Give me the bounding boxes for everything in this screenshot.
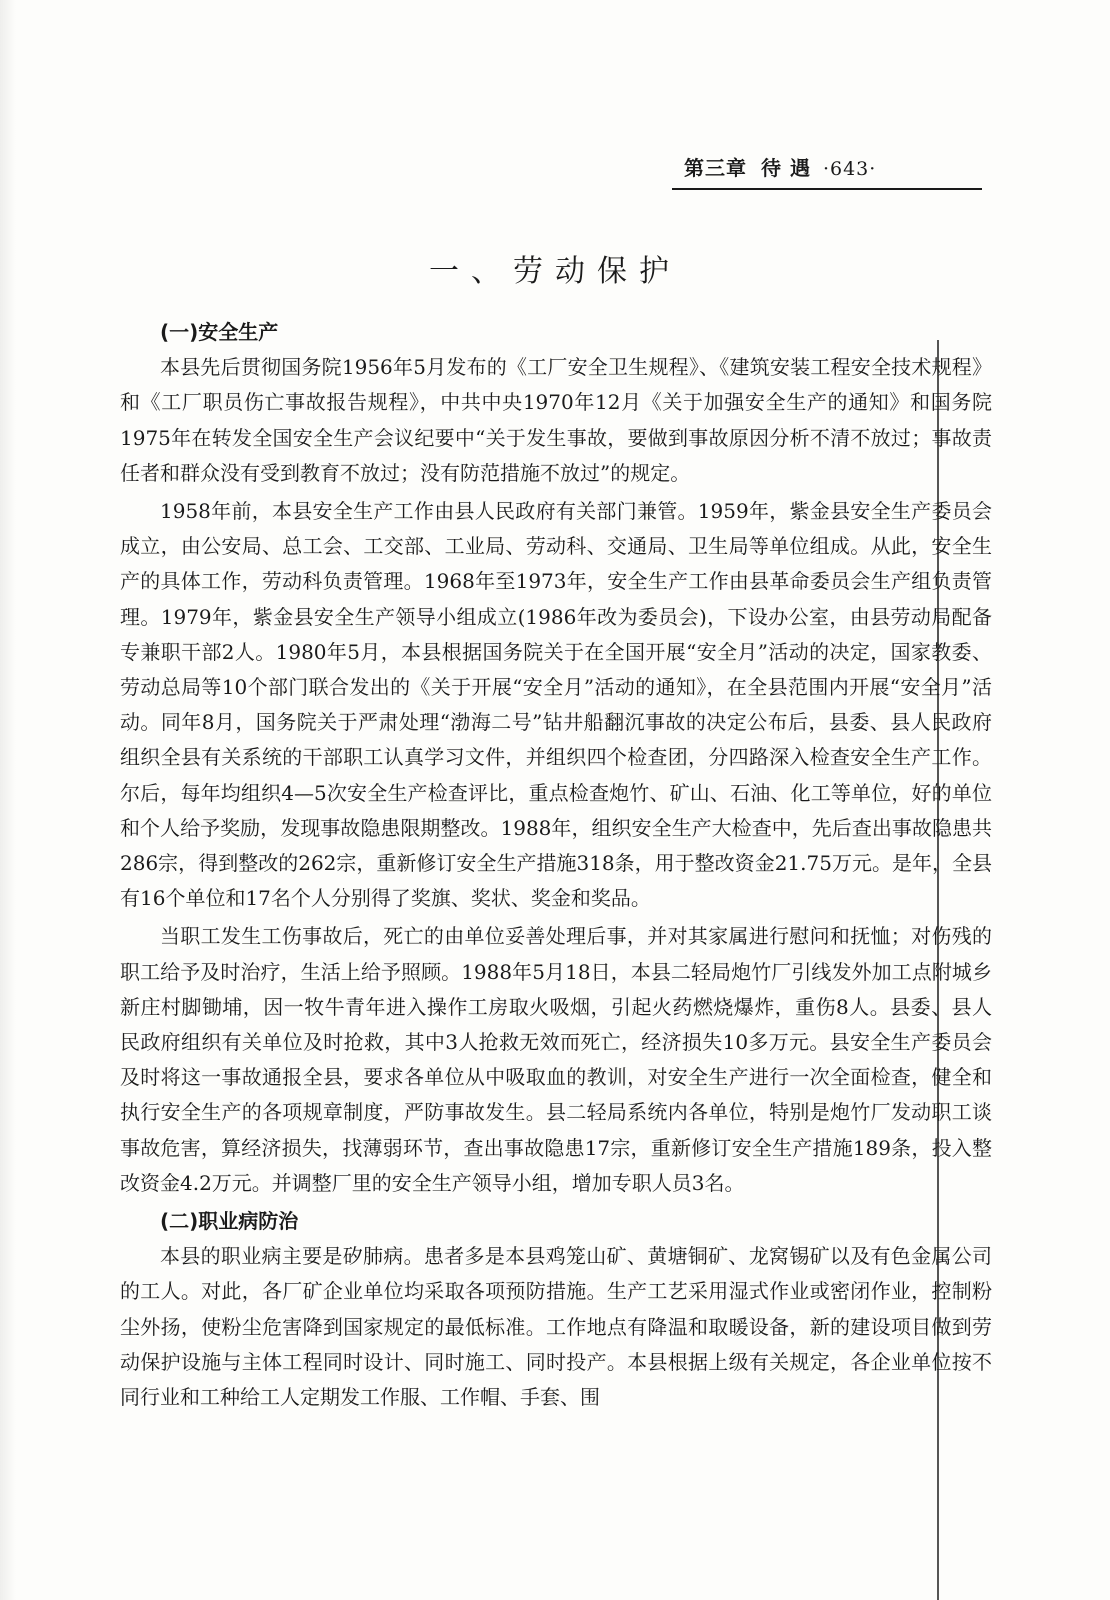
scan-edge-shadow xyxy=(0,0,16,1600)
body-text xyxy=(120,315,992,1415)
paragraph: 本县先后贯彻国务院1956年5月发布的《工厂安全卫生规程》、《建筑安装工程安全技术规程》和《工厂职员伤亡事故报告规程》，中共中央1970年12月《关于加强安全生产的通知》和国务院1975年在转发全国安全生产会议纪要中“关于发生事故，要做到事故原因分析不清不放过；事故责任者和群众没有受到教育不放过；没有防范措施不放过”的规定。 xyxy=(120,355,992,485)
running-header xyxy=(684,152,984,186)
subsection-heading: (二)职业病防治 xyxy=(160,1209,299,1234)
chapter-label: 第三章 xyxy=(684,156,747,180)
paragraph: 本县的职业病主要是矽肺病。患者多是本县鸡笼山矿、黄塘铜矿、龙窝锡矿以及有色金属公司的工人。对此，各厂矿企业单位均采取各项预防措施。生产工艺采用湿式作业或密闭作业，控制粉尘外扬，使粉尘危害降到国家规定的最低标准。工作地点有降温和取暖设备，新的建设项目做到劳动保护设施与主体工程同时设计、同时施工、同时投产。本县根据上级有关规定，各企业单位按不同行业和工种给工人定期发工作服、工作帽、手套、围 xyxy=(120,1244,992,1410)
subsection-heading: (一)安全生产 xyxy=(160,320,279,344)
paragraph: 当职工发生工伤事故后，死亡的由单位妥善处理后事，并对其家属进行慰问和抚恤；对伤残的职工给予及时治疗，生活上给予照顾。1988年5月18日，本县二轻局炮竹厂引线发外加工点附城乡新庄村脚锄埔，因一牧牛青年进入操作工房取火吸烟，引起火药燃烧爆炸，重伤8人。县委、县人民政府组织有关单位及时抢救，其中3人抢救无效而死亡，经济损失10多万元。县安全生产委员会及时将这一事故通报全县，要求各单位从中吸取血的教训，对安全生产进行一次全面检查，健全和执行安全生产的各项规章制度，严防事故发生。县二轻局系统内各单位，特别是炮竹厂发动职工谈事故危害，算经济损失，找薄弱环节，查出事故隐患17宗，重新修订安全生产措施189条，投入整改资金4.2万元。并调整厂里的安全生产领导小组，增加专职人员3名。 xyxy=(120,924,992,1195)
header-rule xyxy=(672,188,982,190)
chapter-title: 待 遇 xyxy=(761,156,811,180)
section-title: 一、劳动保护 xyxy=(429,254,681,289)
paragraph: 1958年前，本县安全生产工作由县人民政府有关部门兼管。1959年，紫金县安全生产委员会成立，由公安局、总工会、工交部、工业局、劳动科、交通局、卫生局等单位组成。从此，安全生产的具体工作，劳动科负责管理。1968年至1973年，安全生产工作由县革命委员会生产组负责管理。1979年，紫金县安全生产领导小组成立(1986年改为委员会)，下设办公室，由县劳动局配备专兼职干部2人。1980年5月，本县根据国务院关于在全国开展“安全月”活动的决定，国家教委、劳动总局等10个部门联合发出的《关于开展“安全月”活动的通知》，在全县范围内开展“安全月”活动。同年8月，国务院关于严肃处理“渤海二号”钻井船翻沉事故的决定公布后，县委、县人民政府组织全县有关系统的干部职工认真学习文件，并组织四个检查团，分四路深入检查安全生产工作。尔后，每年均组织4—5次安全生产检查评比，重点检查炮竹、矿山、石油、化工等单位，好的单位和个人给予奖励，发现事故隐患限期整改。1988年，组织安全生产大检查中，先后查出事故隐患共286宗，得到整改的262宗，重新修订安全生产措施318条，用于整改资金21.75万元。是年，全县有16个单位和17名个人分别得了奖旗、奖状、奖金和奖品。 xyxy=(120,499,992,911)
page-number: ·643· xyxy=(822,158,877,180)
